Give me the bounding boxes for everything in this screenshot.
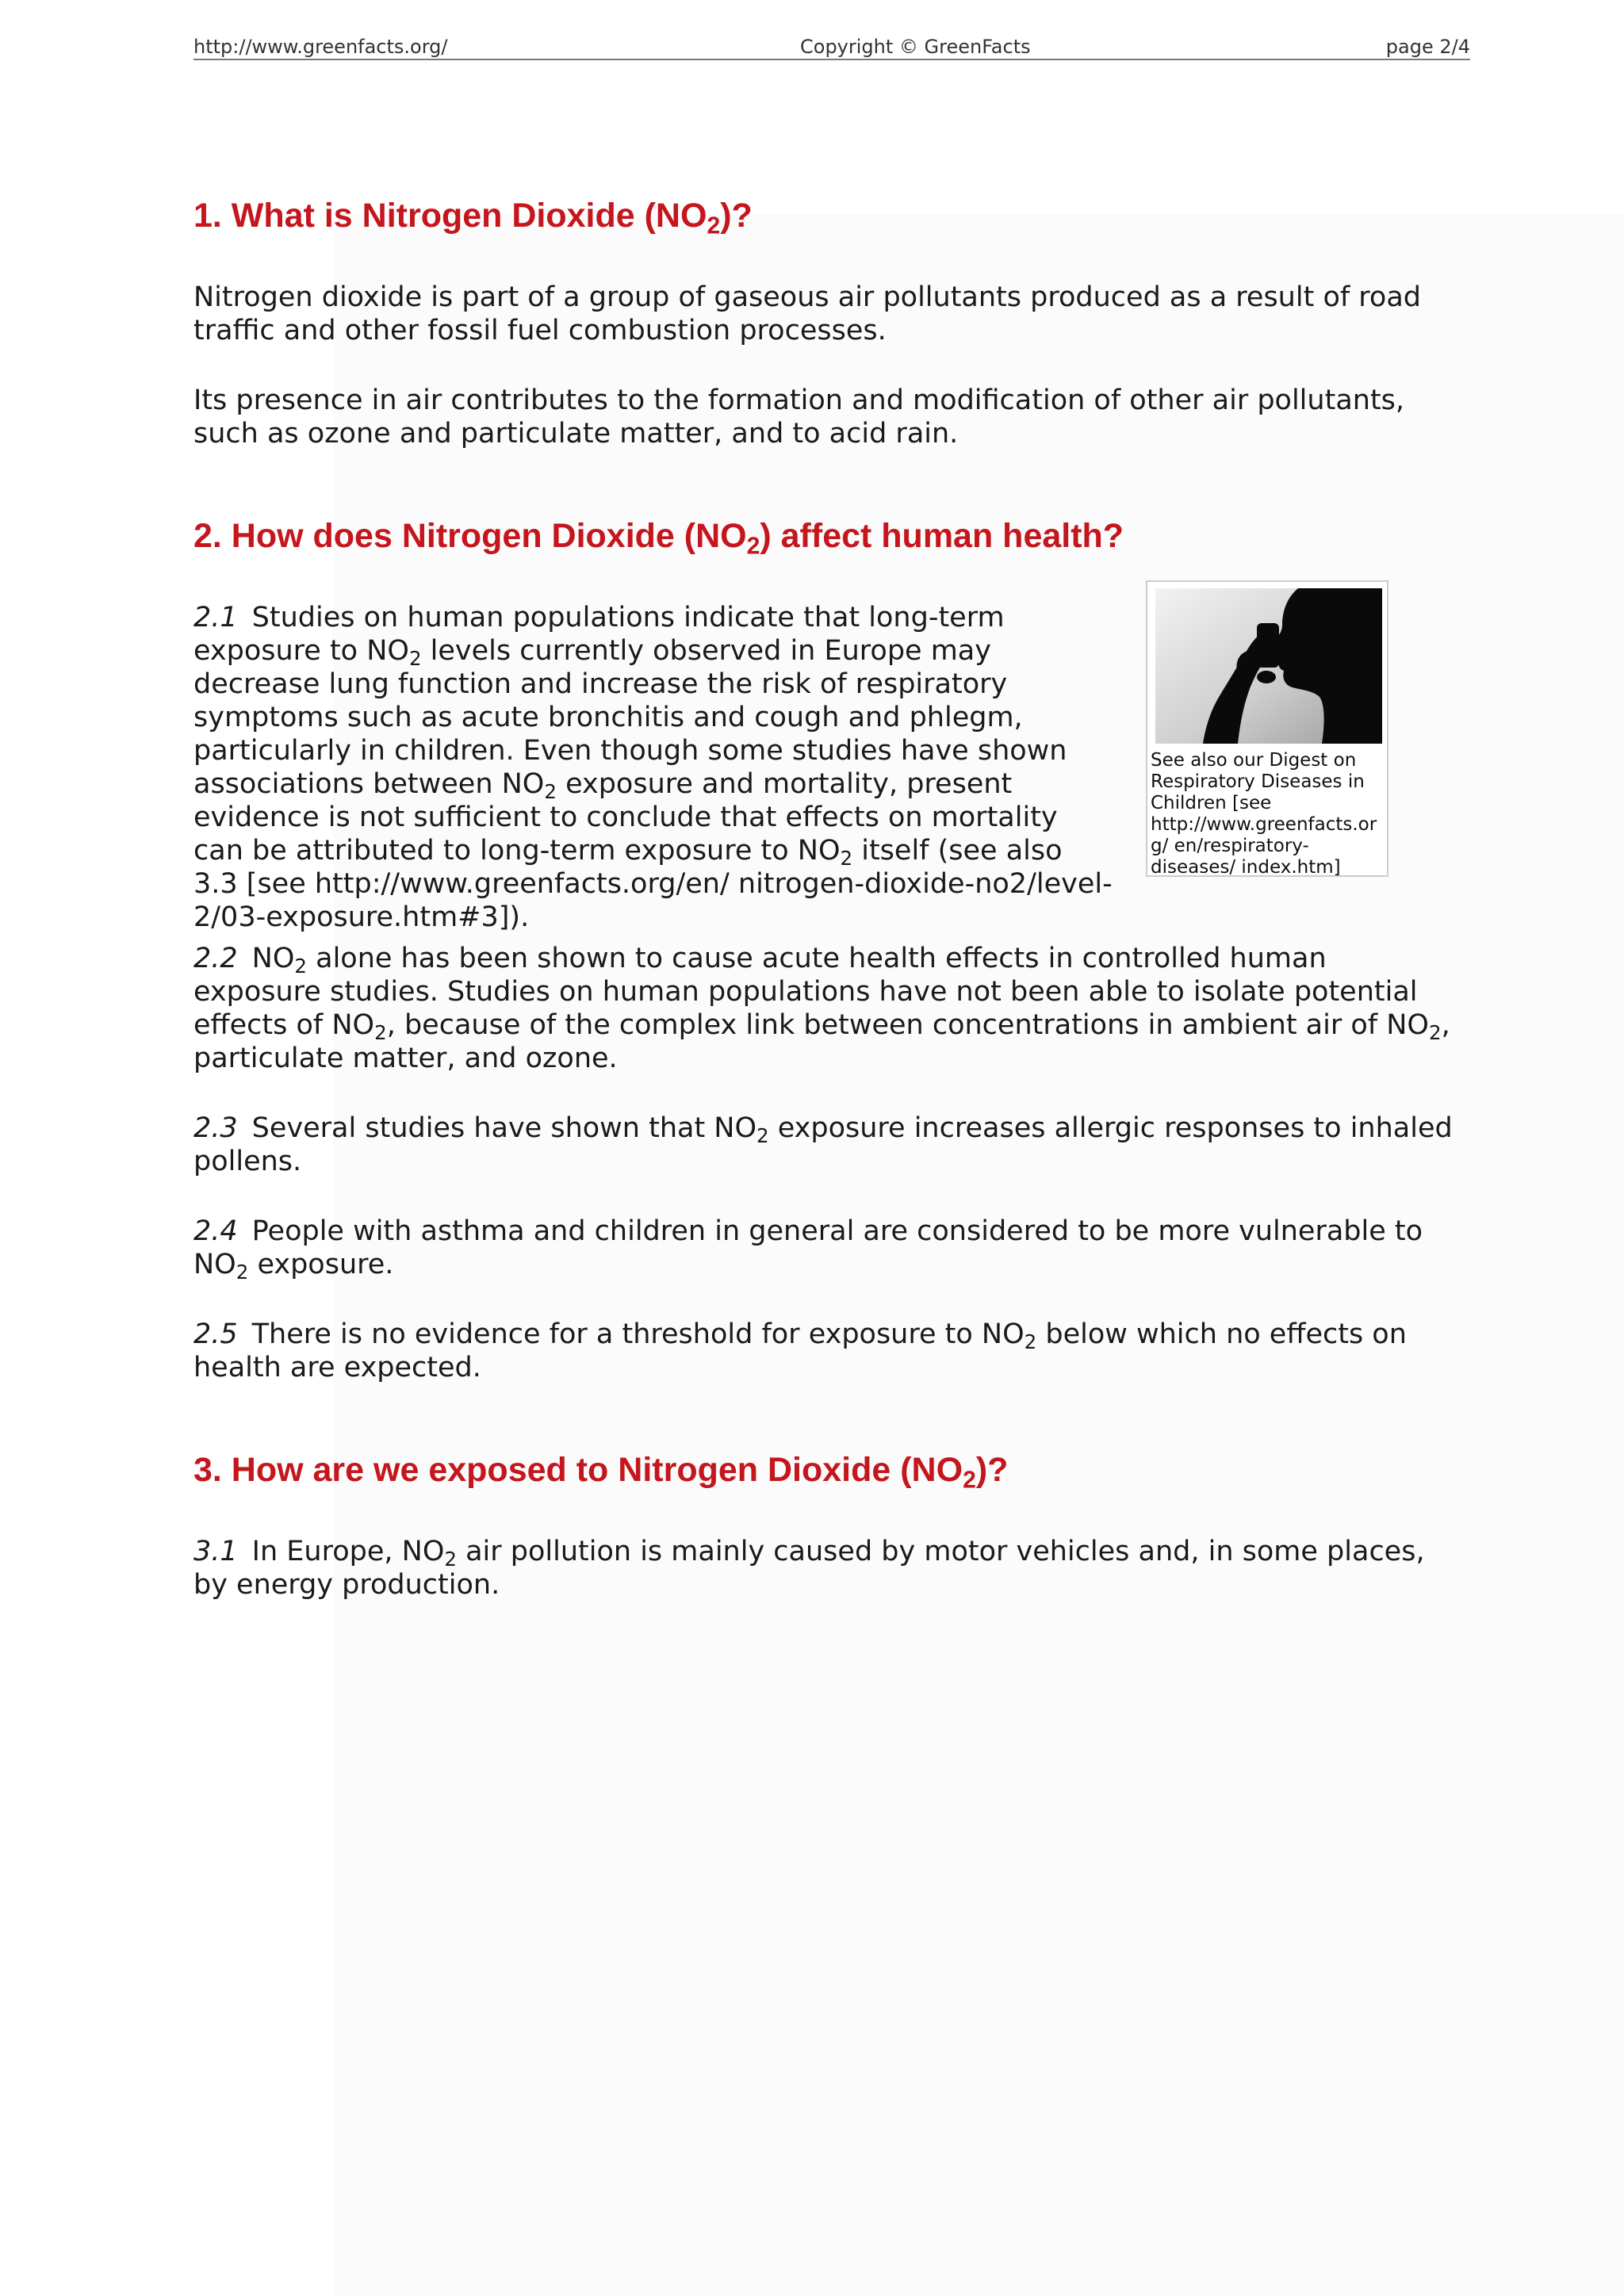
text-run: below which no effects on health are expected. <box>193 1318 1407 1383</box>
subscript: 2 <box>408 646 422 670</box>
text-run: , because of the complex link between concentrations in ambient air of NO <box>386 1009 1429 1041</box>
item-number: 2.2 <box>193 943 238 974</box>
subscript: 2 <box>544 779 557 803</box>
item-number: 2.4 <box>193 1215 238 1247</box>
item-number: 2.5 <box>193 1318 238 1350</box>
header-url[interactable]: http://www.greenfacts.org/ <box>193 36 448 58</box>
subscript: 2 <box>236 1260 249 1284</box>
text-run: air pollution is mainly caused by motor vehicles and, in some places, by energy production. <box>193 1536 1425 1601</box>
subscript: 2 <box>1024 1330 1037 1353</box>
subscript: 2 <box>374 1020 387 1044</box>
text-run: Several studies have shown that NO <box>251 1112 757 1144</box>
subscript: 2 <box>963 1467 976 1494</box>
text-run: , particulate matter, and ozone. <box>193 1009 1450 1074</box>
section-2-title-end: ) affect human health? <box>760 517 1124 555</box>
paragraph-2-2 <box>193 942 1462 1075</box>
subscript: 2 <box>840 846 853 870</box>
section-1-title <box>193 193 1470 238</box>
section-1-title-end: )? <box>720 197 753 235</box>
paragraph-2-3 <box>193 1112 1462 1178</box>
text-run: In Europe, NO <box>251 1536 445 1567</box>
inhaler-silhouette-image <box>1155 588 1382 744</box>
item-number: 3.1 <box>193 1536 238 1567</box>
section-2-intro-block <box>193 601 1470 933</box>
text-run: exposure and mortality, present evidence is not sufficient to conclude that effects on mortality can be attributed to long-term exposure to NO <box>193 768 1058 867</box>
header-page-number: page 2/4 <box>1385 36 1470 58</box>
item-number: 2.3 <box>193 1112 238 1144</box>
paragraph-2-5 <box>193 1318 1462 1384</box>
section-1-title-text: 1. What is Nitrogen Dioxide (NO <box>193 197 707 235</box>
paragraph-2-1 <box>193 601 1113 934</box>
section-3-title-end: )? <box>975 1451 1009 1489</box>
paragraph-3-1 <box>193 1535 1462 1601</box>
respiratory-digest-figure[interactable] <box>1146 580 1388 877</box>
section-2-title <box>193 514 1470 558</box>
text-run: exposure increases allergic responses to inhaled pollens. <box>193 1112 1453 1177</box>
text-run: There is no evidence for a threshold for exposure to NO <box>251 1318 1025 1350</box>
text-run-with-link[interactable]: itself (see also 3.3 [see http://www.greenfacts.org/en/ nitrogen-dioxide-no2/level-2/03-exposure.htm#3]). <box>193 835 1113 933</box>
subscript: 2 <box>294 954 307 978</box>
text-run: levels currently observed in Europe may decrease lung function and increase the risk of respiratory symptoms such as acute bronchitis and cough and phlegm, particularly in children. Even though some studies have shown associations between NO <box>193 635 1067 800</box>
item-number: 2.1 <box>193 602 238 633</box>
subscript: 2 <box>444 1547 457 1571</box>
section-2-title-text: 2. How does Nitrogen Dioxide (NO <box>193 517 747 555</box>
text-run: People with asthma and children in general are considered to be more vulnerable to NO <box>193 1215 1423 1280</box>
text-run: exposure. <box>248 1249 394 1280</box>
subscript: 2 <box>707 212 721 239</box>
header-copyright: Copyright © GreenFacts <box>800 36 1031 58</box>
document-body <box>193 193 1470 1601</box>
subscript: 2 <box>1428 1020 1442 1044</box>
text-run: Studies on human populations indicate that long-term exposure to NO <box>193 602 1005 667</box>
paragraph-2-4 <box>193 1215 1462 1284</box>
section-1-paragraph-1: Nitrogen dioxide is part of a group of gaseous air pollutants produced as a result of road traffic and other fossil fuel combustion processes. <box>193 281 1421 346</box>
subscript: 2 <box>756 1123 769 1147</box>
section-3-title-text: 3. How are we exposed to Nitrogen Dioxide (NO <box>193 1451 963 1489</box>
text-run: alone has been shown to cause acute health effects in controlled human exposure studies. Studies on human populations have not been able to isolate potential effects of NO <box>193 943 1418 1041</box>
figure-caption-link[interactable]: See also our Digest on Respiratory Diseases in Children [see http://www.greenfacts.org/ en/respiratory-diseases/ index.htm] <box>1151 750 1377 878</box>
text-run: NO <box>251 943 295 974</box>
subscript: 2 <box>746 533 760 560</box>
page-header <box>193 35 1470 60</box>
section-3-title <box>193 1448 1470 1492</box>
section-1-paragraph-2: Its presence in air contributes to the formation and modification of other air pollutants, such as ozone and particulate matter, and to acid rain. <box>193 385 1405 450</box>
